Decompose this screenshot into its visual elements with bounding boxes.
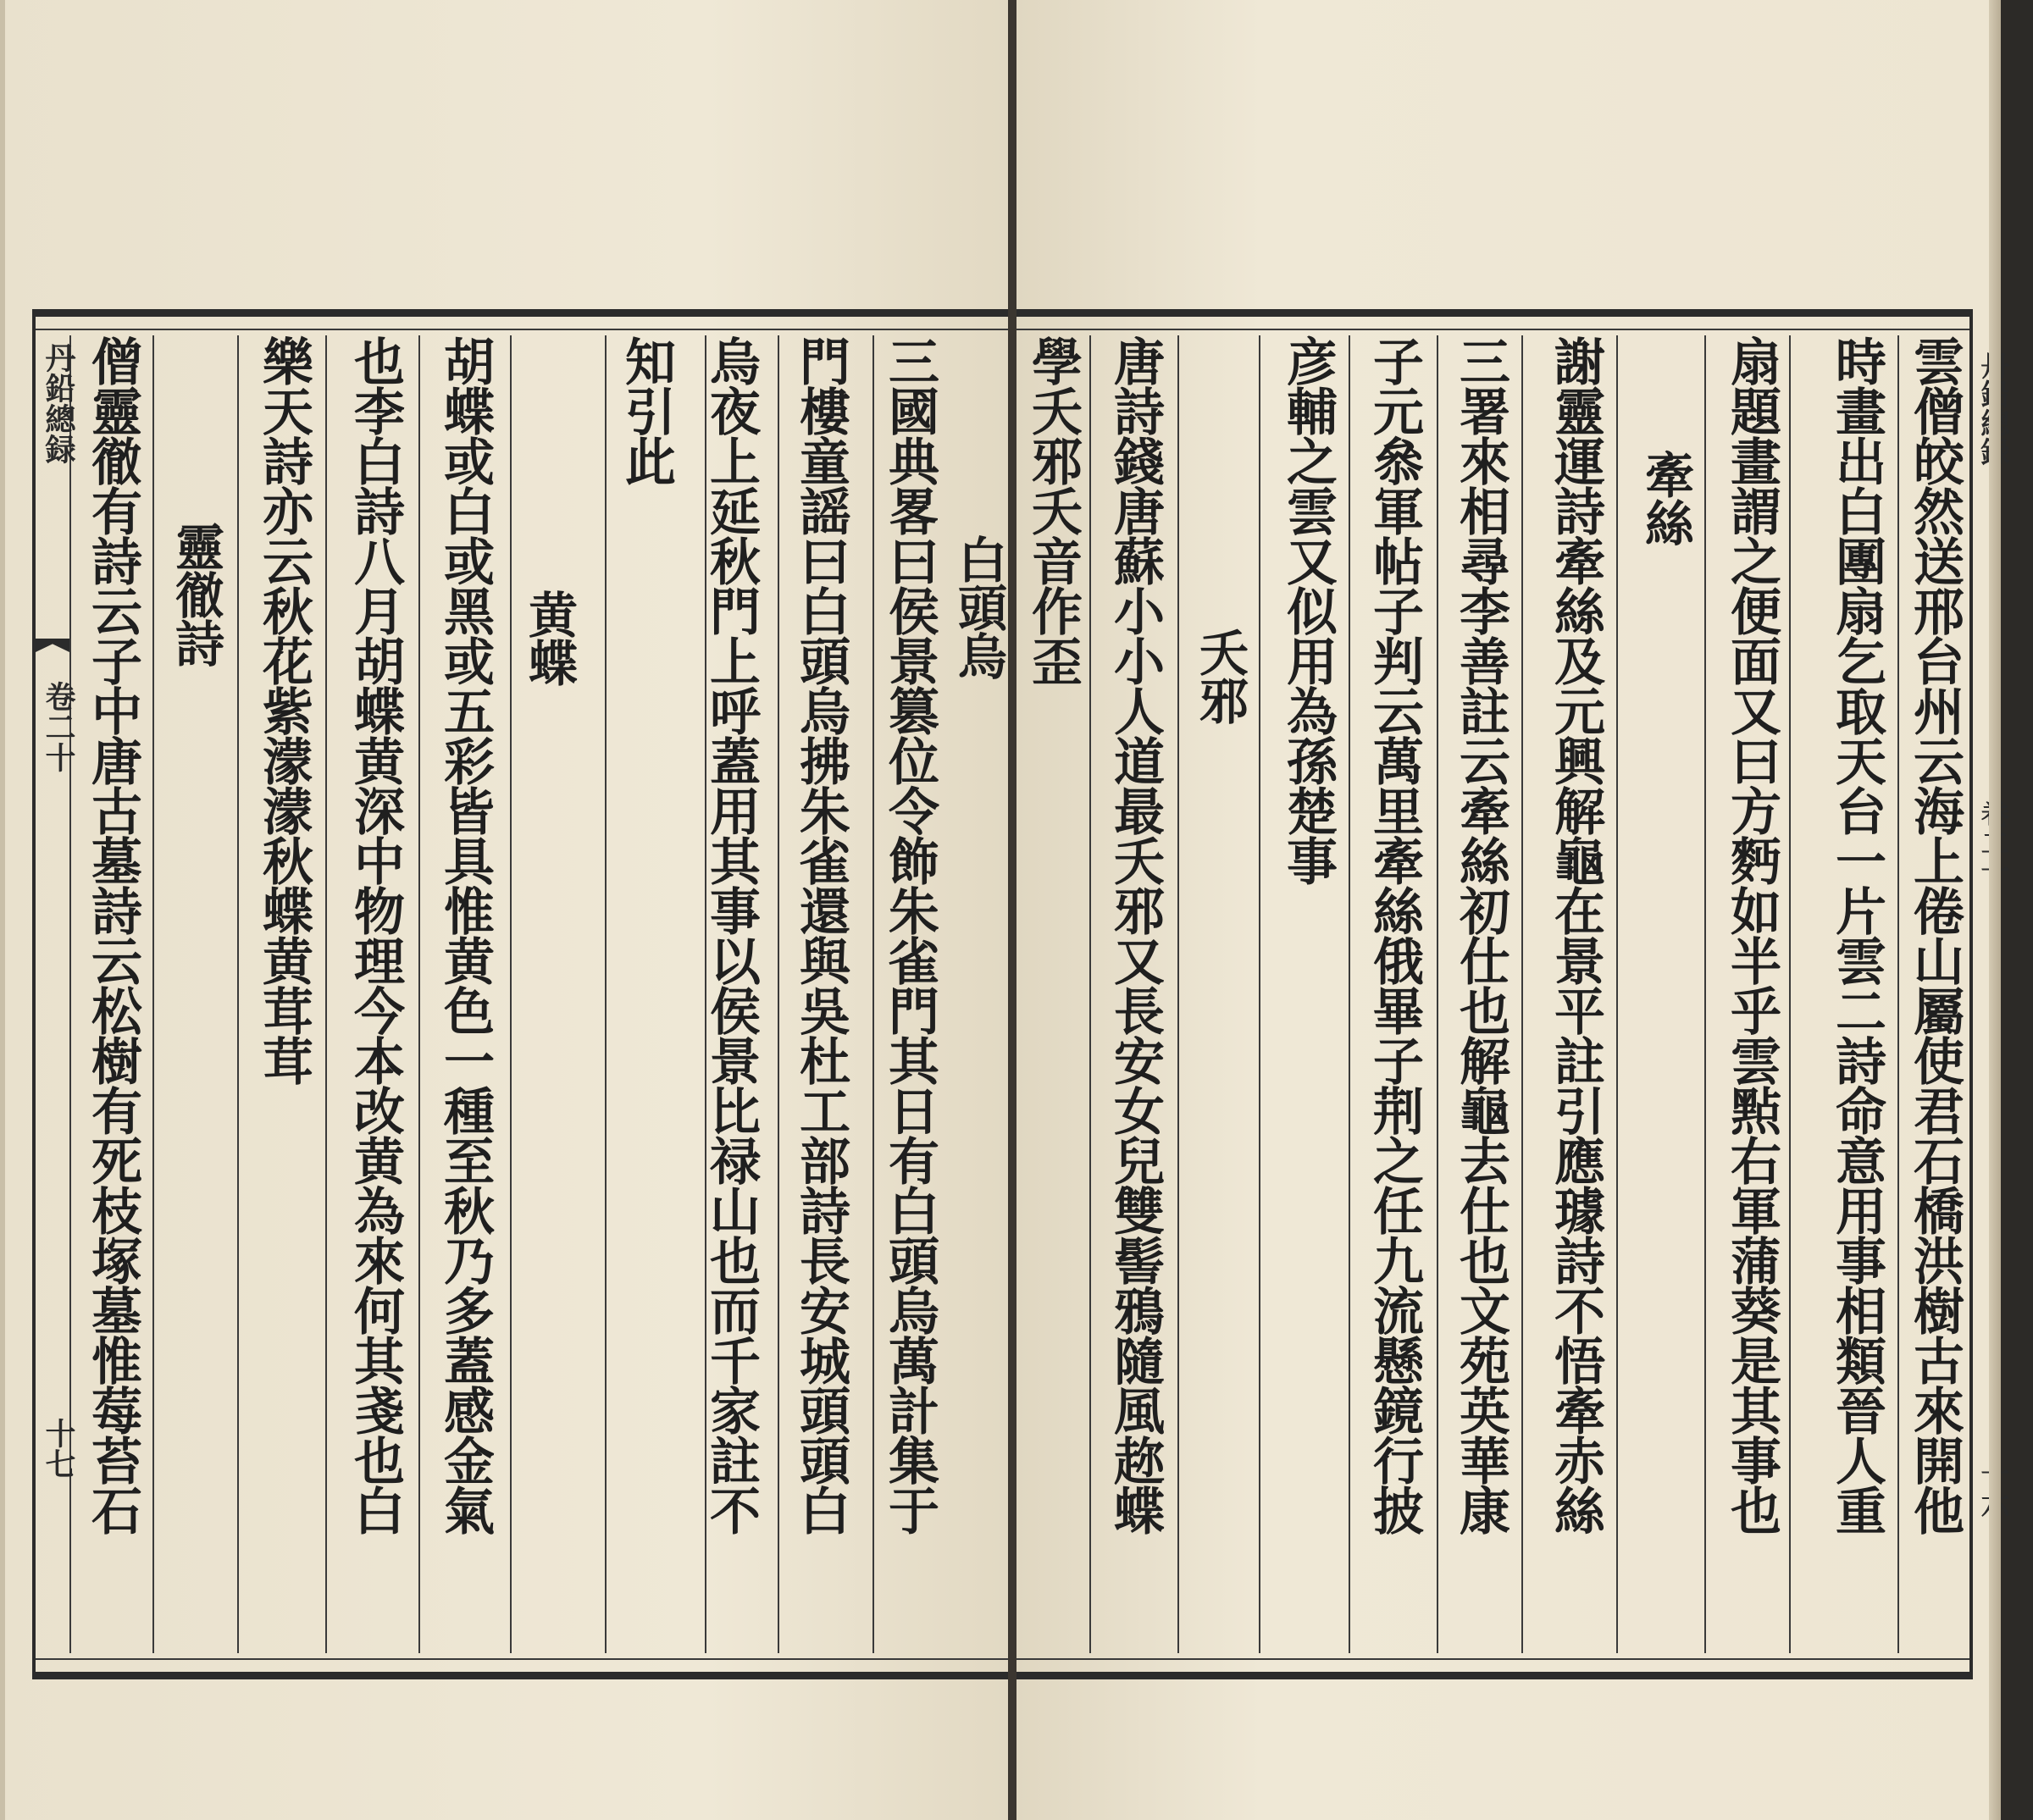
right-col-3	[1714, 335, 1789, 1653]
margin-juan: 卷二十	[41, 681, 76, 772]
left-page	[0, 0, 1008, 1820]
column-rule	[510, 335, 512, 1653]
column-rule	[1259, 335, 1260, 1653]
right-page-edge	[1989, 0, 2001, 1820]
heading-yao-xie: 夭邪	[1191, 628, 1249, 724]
text-column: 時畫出白團扇乞取天台一片雲二詩命意用事相類晉人重	[1827, 335, 1886, 1535]
text-column: 學夭邪夭音作歪	[1023, 335, 1083, 685]
right-col-2	[1820, 335, 1894, 1653]
left-col-8	[337, 335, 413, 1653]
column-rule	[1437, 335, 1438, 1653]
text-column: 知引此	[617, 335, 676, 485]
heading-ling-che-shi: 靈徹詩	[167, 522, 224, 667]
right-col-5	[1538, 335, 1613, 1653]
text-column: 僧靈徹有詩云子中唐古墓詩云松樹有死枝塚墓惟莓苔石	[83, 335, 142, 1535]
right-col-4	[1628, 335, 1703, 1653]
left-page-frame	[32, 309, 1011, 1679]
column-rule	[605, 335, 607, 1653]
column-rule	[1897, 335, 1899, 1653]
text-column: 三署來相尋李善註云牽絲初仕也解龜去仕也文苑英華康	[1451, 335, 1510, 1535]
left-col-2	[876, 335, 944, 1653]
right-page-frame	[1016, 309, 1973, 1679]
gutter	[1008, 0, 1016, 1820]
margin-folio: 十七	[41, 1418, 76, 1479]
heading-bai-tou-wu: 白頭烏	[950, 534, 1007, 679]
left-col-3	[783, 335, 859, 1653]
text-column: 門樓童謡曰白頭烏拂朱雀還與吳杜工部詩長安城頭頭白	[791, 335, 850, 1535]
column-rule	[1616, 335, 1618, 1653]
left-col-11	[75, 335, 151, 1653]
left-col-1	[949, 335, 1008, 1653]
column-rule	[1789, 335, 1791, 1653]
column-rule	[872, 335, 874, 1653]
heading-huang-die: 黄蝶	[520, 589, 578, 686]
text-column: 唐詩錢唐蘇小小人道最夭邪又長安女兒雙髻鴉隨風趂蝶	[1105, 335, 1165, 1535]
right-col-8	[1271, 335, 1345, 1653]
text-column: 烏夜上延秋門上呼蓋用其事以侯景比禄山也而千家註不	[701, 335, 761, 1535]
heading-qian-si: 牽絲	[1637, 450, 1694, 546]
left-col-6	[515, 335, 583, 1653]
column-rule	[1521, 335, 1523, 1653]
right-col-10	[1098, 335, 1172, 1653]
right-col-9	[1183, 335, 1257, 1653]
left-col-10	[158, 335, 234, 1653]
text-column: 扇題畫謂之便面又曰方麪如半乎雲㸃右軍蒲葵是其事也	[1722, 335, 1781, 1535]
text-column: 胡蝶或白或黑或五彩皆具惟黄色一種至秋乃多蓋感金氣	[435, 335, 495, 1535]
text-column: 謝靈運詩牽絲及元興解龜在景平註引應璩詩不悟牽赤絲	[1546, 335, 1605, 1535]
right-col-11	[1018, 335, 1088, 1653]
right-col-6	[1443, 335, 1518, 1653]
column-rule	[1349, 335, 1350, 1653]
left-col-4	[693, 335, 769, 1653]
text-column: 彦輔之雲又似用為孫楚事	[1278, 335, 1338, 885]
right-col-7	[1357, 335, 1432, 1653]
left-col-5	[608, 335, 684, 1653]
text-column: 子元叅軍帖子判云萬里牽絲俄畢子荆之任九流懸鏡行披	[1365, 335, 1424, 1535]
column-rule	[1177, 335, 1179, 1653]
column-rule	[237, 335, 239, 1653]
column-rule	[1089, 335, 1091, 1653]
text-column: 也李白詩八月胡蝶黄深中物理今本改黄為來何其戔也白	[346, 335, 405, 1535]
fishtail-mark	[36, 639, 69, 652]
column-rule	[325, 335, 327, 1653]
right-col-1	[1904, 335, 1965, 1653]
right-page	[1016, 0, 2001, 1820]
column-rule	[778, 335, 779, 1653]
column-rule	[152, 335, 154, 1653]
text-column: 雲僧皎然送邢台州云海上倦山屬使君石橋洪樹古來開他	[1905, 335, 1964, 1535]
left-col-9	[246, 335, 322, 1653]
column-rule	[1704, 335, 1706, 1653]
text-column: 三國典畧曰侯景篡位令飾朱雀門其日有白頭烏萬計集于	[880, 335, 939, 1535]
margin-title: 丹鉛總録	[41, 342, 76, 464]
left-col-7	[427, 335, 503, 1653]
text-column: 樂天詩亦云秋花紫濛濛秋蝶黄茸茸	[254, 335, 313, 1085]
column-rule	[418, 335, 420, 1653]
left-page-edge	[0, 0, 5, 1820]
